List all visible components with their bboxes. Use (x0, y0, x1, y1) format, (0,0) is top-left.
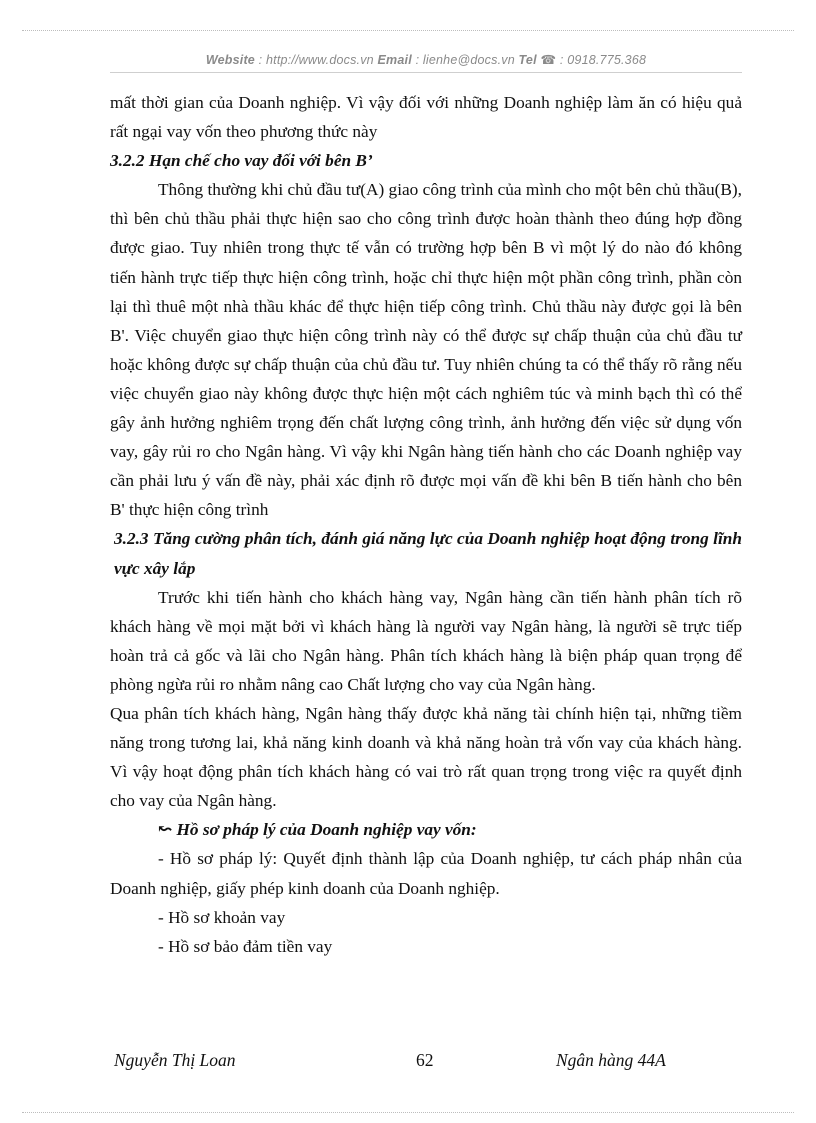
email-label: Email (377, 53, 412, 67)
page-body (110, 88, 742, 961)
page-footer (110, 1050, 742, 1080)
list-item: - Hồ sơ pháp lý: Quyết định thành lập của Doanh nghiệp, tư cách pháp nhân của Doanh nghiệp, giấy phép kinh doanh của Doanh nghiệp. (110, 849, 742, 898)
bullet-icon: ↜ (158, 820, 173, 840)
paragraph-continuation: mất thời gian của Doanh nghiệp. Vì vậy đối với những Doanh nghiệp làm ăn có hiệu quả rất ngại vay vốn theo phương thức này (110, 93, 742, 142)
paragraph-subcontractor: Thông thường khi chủ đầu tư(A) giao công trình của mình cho một bên chủ thầu(B), thì bên chủ thầu phải thực hiện sao cho công trình được hoàn thành theo đúng hợp đồng được giao. Tuy nhiên trong thực tế vẫn có trường hợp bên B vì một lý do nào đó không tiến hành trực tiếp thực hiện công trình, hoặc chỉ thực hiện một phần công trình, phần còn lại thì thuê một nhà thầu khác để thực hiện tiếp công trình. Chủ thầu này được gọi là bên B'. Việc chuyển giao thực hiện công trình này có thể được sự chấp thuận của chủ đầu tư hoặc không được sự chấp thuận của chủ đầu tư. Tuy nhiên chúng ta có thể thấy rõ rằng nếu việc chuyển giao này không được thực hiện một cách nghiêm túc và minh bạch thì có thể gây ảnh hưởng nghiêm trọng đến chất lượng công trình, ảnh hưởng đến việc sử dụng vốn vay, gây rủi ro cho Ngân hàng. Vì vậy khi Ngân hàng tiến hành cho các Doanh nghiệp vay cần phải lưu ý vấn đề này, phải xác định rõ được mọi vấn đề khi bên B tiến hành cho bên B' thực hiện công trình (110, 180, 742, 520)
footer-author: Nguyễn Thị Loan (114, 1050, 236, 1070)
tel-label: Tel (518, 53, 537, 67)
page-header: Website : http://www.docs.vn Email : lienhe@docs.vn Tel ☎ : 0918.775.368 (205, 53, 647, 67)
page-top-border (22, 30, 794, 31)
page-bottom-border (22, 1112, 794, 1113)
paragraph-analysis-benefits: Qua phân tích khách hàng, Ngân hàng thấy được khả năng tài chính hiện tại, những tiềm năng trong tương lai, khả năng kinh doanh và khả năng hoàn trả vốn vay của khách hàng. Vì vậy hoạt động phân tích khách hàng có vai trò rất quan trọng trong việc ra quyết định cho vay của Ngân hàng. (110, 703, 742, 811)
header-divider (110, 72, 742, 73)
email-link[interactable]: lienhe@docs.vn (422, 53, 515, 67)
footer-department: Ngân hàng 44A (556, 1050, 666, 1070)
bullet-heading-text: Hồ sơ pháp lý của Doanh nghiệp vay vốn: (176, 820, 477, 840)
bullet-heading-legal-docs (110, 815, 742, 844)
page-number: 62 (416, 1050, 434, 1070)
phone-icon: ☎ (540, 53, 557, 67)
website-label: Website (205, 53, 255, 67)
list-item: - Hồ sơ khoản vay (158, 907, 286, 927)
website-link[interactable]: http://www.docs.vn (266, 53, 374, 67)
paragraph-customer-analysis: Trước khi tiến hành cho khách hàng vay, Ngân hàng cần tiến hành phân tích rõ khách hàng về mọi mặt bởi vì khách hàng là người vay Ngân hàng, là người sẽ trực tiếp hoàn trả cả gốc và lãi cho Ngân hàng. Phân tích khách hàng là biện pháp quan trọng để phòng ngừa rủi ro nhằm nâng cao Chất lượng cho vay của Ngân hàng. (110, 587, 742, 694)
tel-value: 0918.775.368 (567, 53, 647, 67)
section-heading-3-2-3: 3.2.3 Tăng cường phân tích, đánh giá năng lực của Doanh nghiệp hoạt động trong lĩnh vực xây lắp (114, 529, 742, 578)
section-heading-3-2-2: 3.2.2 Hạn chế cho vay đối với bên B’ (110, 151, 373, 171)
list-item: - Hồ sơ bảo đảm tiền vay (158, 936, 333, 956)
